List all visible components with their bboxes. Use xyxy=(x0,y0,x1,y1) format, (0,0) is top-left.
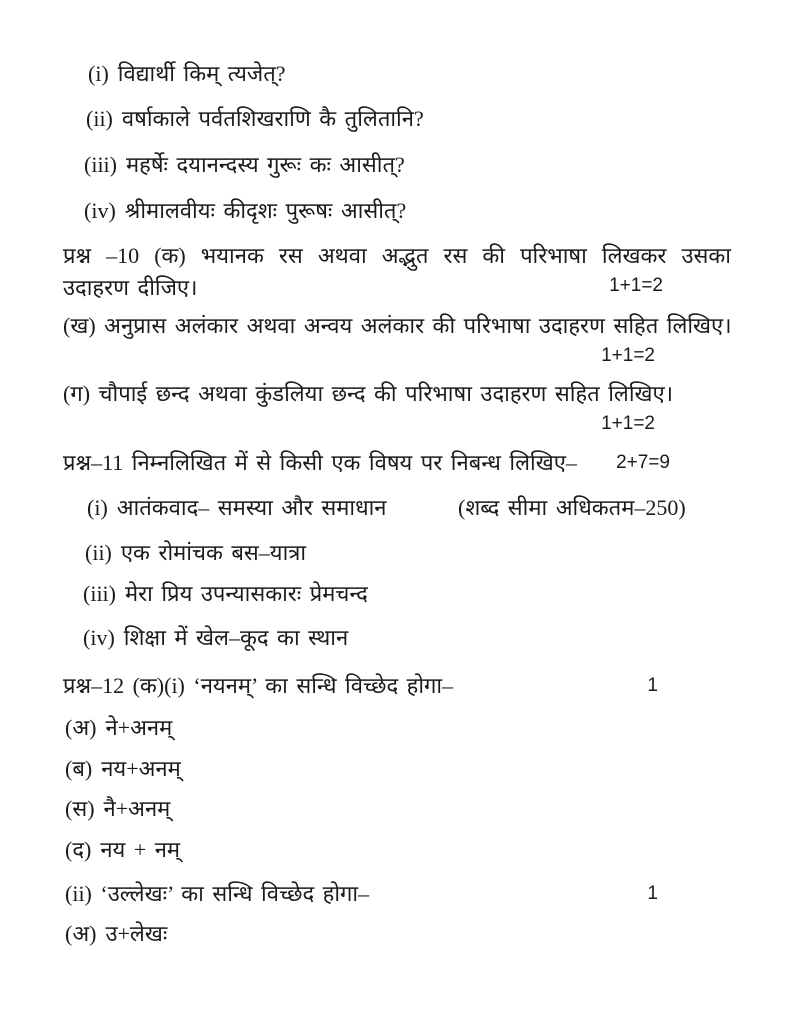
q12-part-i-option-a-text: ने+अनम् xyxy=(105,715,173,740)
q12-part-i-option-c-text: नै+अनम् xyxy=(103,796,171,821)
q9-item-4-text: श्रीमालवीयः कीदृशः पुरूषः आसीत्? xyxy=(124,198,407,223)
q11-item-3-text: मेरा प्रिय उपन्यासकारः प्रेमचन्द xyxy=(125,581,368,606)
q11-item-4 xyxy=(83,622,348,654)
q11-item-1-text: आतंकवाद– समस्या और समाधान xyxy=(116,495,387,520)
q12-part-ii-option-a-text: उ+लेखः xyxy=(105,921,168,946)
q12-part-i-heading: प्रश्न–12 (क)(i) ‘नयनम्’ का सन्धि विच्छेद होगा– xyxy=(63,673,454,698)
q11-item-4-text: शिक्षा में खेल–कूद का स्थान xyxy=(123,625,349,650)
q10-part-c-marks: 1+1=2 xyxy=(601,413,655,434)
q12-part-ii-heading: (ii) ‘उल्लेखः’ का सन्धि विच्छेद होगा– xyxy=(65,881,370,906)
q11-item-2 xyxy=(85,537,306,569)
q12-part-i-option-d-text: नय + नम् xyxy=(100,837,181,862)
q9-item-4 xyxy=(84,195,406,227)
q10-part-a-line2: उदाहरण दीजिए। xyxy=(63,275,198,300)
q9-item-3 xyxy=(84,149,405,181)
q12-part-i-option-b-text: नय+अनम् xyxy=(101,756,181,781)
q11-item-1 xyxy=(87,492,686,524)
q9-item-2-number: (ii) xyxy=(86,106,113,131)
q11-item-3 xyxy=(83,578,368,610)
q9-item-1-number: (i) xyxy=(88,61,109,86)
q11-item-4-number: (iv) xyxy=(83,625,115,650)
q10-part-a-marks: 1+1=2 xyxy=(609,275,663,296)
q9-item-2-text: वर्षाकाले पर्वतशिखराणि कै तुलितानि? xyxy=(121,106,424,131)
q12-part-i-option-a-label: (अ) xyxy=(65,715,97,740)
q11-item-3-number: (iii) xyxy=(83,581,116,606)
q10-part-c-text: (ग) चौपाई छन्द अथवा कुंडलिया छन्द की परिभाषा उदाहरण सहित लिखिए। xyxy=(63,381,674,406)
q9-item-2 xyxy=(86,103,424,135)
q9-item-1 xyxy=(88,58,286,90)
q10-part-a-line1: प्रश्न –10 (क) भयानक रस अथवा अद्भुत रस की परिभाषा लिखकर उसका xyxy=(63,243,731,268)
q12-part-i-option-d-label: (द) xyxy=(65,837,92,862)
q12-part-i-option-b-label: (ब) xyxy=(65,756,93,781)
q11-item-1-number: (i) xyxy=(87,495,108,520)
q11-marks: 2+7=9 xyxy=(616,452,670,473)
q9-item-3-text: महर्षेः दयानन्दस्य गुरूः कः आसीत्? xyxy=(126,152,405,177)
q12-part-ii-option-a xyxy=(65,918,167,950)
q12-part-ii-option-a-label: (अ) xyxy=(65,921,97,946)
q10-part-b-marks: 1+1=2 xyxy=(601,345,655,366)
q12-part-i-option-a xyxy=(65,712,172,744)
q12-part-i-marks: 1 xyxy=(647,675,658,696)
q12-part-i-option-d xyxy=(65,834,180,866)
q11-item-1-word-limit-note: (शब्द सीमा अधिकतम–250) xyxy=(458,495,686,520)
q11-item-2-text: एक रोमांचक बस–यात्रा xyxy=(120,540,307,565)
q10-part-b-text: (ख) अनुप्रास अलंकार अथवा अन्वय अलंकार की परिभाषा उदाहरण सहित लिखिए। xyxy=(63,313,732,338)
q11-item-2-number: (ii) xyxy=(85,540,112,565)
q9-item-3-number: (iii) xyxy=(84,152,117,177)
q12-part-i-option-b xyxy=(65,753,181,785)
q9-item-1-text: विद्यार्थी किम् त्यजेत्? xyxy=(117,61,286,86)
q12-part-i-option-c-label: (स) xyxy=(65,796,95,821)
q12-part-ii-marks: 1 xyxy=(647,883,658,904)
q11-heading: प्रश्न–11 निम्नलिखित में से किसी एक विषय पर निबन्ध लिखिए– xyxy=(63,450,577,475)
q9-item-4-number: (iv) xyxy=(84,198,116,223)
q12-part-i-option-c xyxy=(65,793,170,825)
